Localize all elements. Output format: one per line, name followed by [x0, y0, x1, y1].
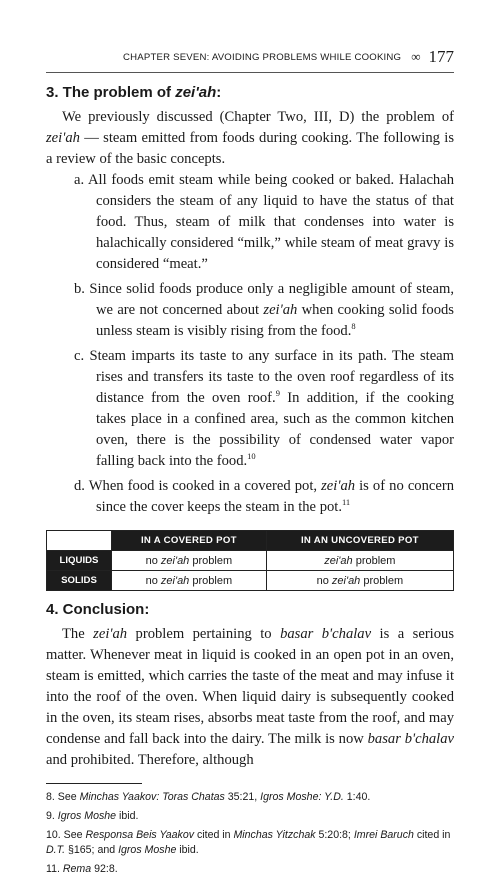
table-header-row: [47, 531, 454, 551]
footnote-9: 9. Igros Moshe ibid.: [46, 810, 139, 822]
footnote-11: 11. Rema 92:8.: [46, 863, 118, 875]
footnote-ref: 10: [247, 451, 256, 462]
table-corner-cell: [47, 531, 112, 551]
footnote-ref: 11: [342, 497, 351, 508]
column-header-covered: IN A COVERED POT: [112, 531, 267, 551]
row-header-solids: SOLIDS: [47, 571, 112, 591]
section-3-title: 3. The problem of zei'ah:: [46, 84, 222, 101]
footnote-10: 10. See Responsa Beis Yaakov cited in Minchas Yitzchak 5:20:8; Imrei Baruch cited in D.T. §165; and Igros Moshe ibid.: [46, 829, 451, 856]
ornament-icon: ∞: [411, 49, 421, 64]
main-content: [46, 84, 454, 881]
row-header-liquids: LIQUIDS: [47, 551, 112, 571]
table-cell: no zei'ah problem: [112, 551, 267, 571]
footnote-8: 8. See Minchas Yaakov: Toras Chatas 35:21, Igros Moshe: Y.D. 1:40.: [46, 791, 371, 803]
chapter-title: CHAPTER SEVEN: AVOIDING PROBLEMS WHILE COOKING: [122, 51, 402, 63]
page-number: 177: [428, 47, 454, 66]
section-3-intro: We previously discussed (Chapter Two, III, D) the problem of zei'ah — steam emitted from foods during cooking. The following is a review of the basic concepts.: [46, 109, 454, 167]
table-cell: zei'ah problem: [266, 551, 453, 571]
table-row: [47, 551, 454, 571]
footnote-divider: [46, 783, 142, 784]
table-cell: no zei'ah problem: [266, 571, 453, 591]
footnote-ref: 9: [275, 388, 280, 399]
zeiah-table: [46, 530, 454, 591]
table-row: [47, 571, 454, 591]
column-header-uncovered: IN AN UNCOVERED POT: [266, 531, 453, 551]
list-item-c: c. Steam imparts its taste to any surface in its path. The steam rises and transfers its taste to the oven roof regardless of its distance from the oven roof.$^9$ In addition, if the cooking takes place in a confined area, such as the common kitchen oven, there is the possibility of condensed water vapor falling back into the food.$^{10}$: [74, 348, 455, 469]
list-item-a: a. All foods emit steam while being cooked or baked. Halachah considers the steam of any liquid to have the status of that food. Thus, steam of milk that condenses into water is halachically considered “milk,” while steam of meat gravy is considered “meat.”: [74, 172, 454, 272]
table-cell: no zei'ah problem: [112, 571, 267, 591]
conclusion-paragraph: The zei'ah problem pertaining to basar b'chalav is a serious matter. Whenever meat in liquid is cooked in an open pot in an oven, steam is emitted, which carries the taste of the meat and may infuse it into the roof of the oven. When liquid dairy is subsequently cooked in the oven, its steam rises, absorbs meat taste from the roof, and may condense and fall back into the dairy. The milk is now basar b'chalav and prohibited. Therefore, although: [46, 626, 455, 768]
list-item-b: b. Since solid foods produce only a negligible amount of steam, we are not concerned about zei'ah when cooking solid foods unless steam is visibly rising from the food.$^8$: [74, 281, 454, 339]
footnote-ref: 8: [351, 321, 356, 332]
section-4-title: 4. Conclusion:: [46, 601, 150, 618]
list-item-d: d. When food is cooked in a covered pot, zei'ah is of no concern since the cover keeps the steam in the pot.$^{11}$: [74, 478, 454, 515]
running-header: [46, 44, 454, 73]
